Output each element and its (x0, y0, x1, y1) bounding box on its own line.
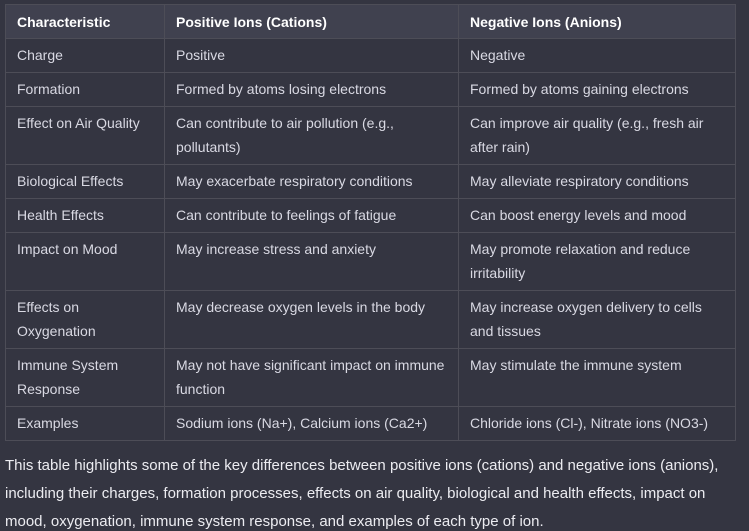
table-body (6, 39, 736, 441)
header-characteristic: Characteristic (6, 5, 165, 39)
cell-positive: Sodium ions (Na+), Calcium ions (Ca2+) (165, 407, 459, 441)
comparison-table (5, 4, 736, 441)
cell-characteristic: Health Effects (6, 199, 165, 233)
cell-negative: Can improve air quality (e.g., fresh air after rain) (459, 107, 736, 165)
table-row (6, 233, 736, 291)
cell-characteristic: Impact on Mood (6, 233, 165, 291)
table-row (6, 73, 736, 107)
cell-characteristic: Biological Effects (6, 165, 165, 199)
cell-characteristic: Effect on Air Quality (6, 107, 165, 165)
table-row (6, 291, 736, 349)
cell-positive: May increase stress and anxiety (165, 233, 459, 291)
cell-negative: May promote relaxation and reduce irritability (459, 233, 736, 291)
cell-characteristic: Examples (6, 407, 165, 441)
cell-negative: May alleviate respiratory conditions (459, 165, 736, 199)
cell-characteristic: Charge (6, 39, 165, 73)
cell-negative: May stimulate the immune system (459, 349, 736, 407)
cell-negative: Can boost energy levels and mood (459, 199, 736, 233)
table-row (6, 107, 736, 165)
cell-characteristic: Immune System Response (6, 349, 165, 407)
cell-negative: May increase oxygen delivery to cells and tissues (459, 291, 736, 349)
header-row (6, 5, 736, 39)
cell-positive: Can contribute to feelings of fatigue (165, 199, 459, 233)
cell-negative: Chloride ions (Cl-), Nitrate ions (NO3-) (459, 407, 736, 441)
table-row (6, 39, 736, 73)
summary-paragraph: This table highlights some of the key differences between positive ions (cations) and negative ions (anions), including their charges, formation processes, effects on air quality, biological and health effects, impact on mood, oxygenation, immune system response, and examples of each type of ion. (5, 457, 719, 530)
cell-positive: May exacerbate respiratory conditions (165, 165, 459, 199)
table-row (6, 165, 736, 199)
table-row (6, 349, 736, 407)
cell-positive: Positive (165, 39, 459, 73)
cell-characteristic: Effects on Oxygenation (6, 291, 165, 349)
header-negative-ions: Negative Ions (Anions) (459, 5, 736, 39)
cell-negative: Formed by atoms gaining electrons (459, 73, 736, 107)
cell-positive: Formed by atoms losing electrons (165, 73, 459, 107)
cell-characteristic: Formation (6, 73, 165, 107)
cell-negative: Negative (459, 39, 736, 73)
table-row (6, 199, 736, 233)
header-positive-ions: Positive Ions (Cations) (165, 5, 459, 39)
table-header (6, 5, 736, 39)
cell-positive: May decrease oxygen levels in the body (165, 291, 459, 349)
cell-positive: Can contribute to air pollution (e.g., pollutants) (165, 107, 459, 165)
table-row (6, 407, 736, 441)
cell-positive: May not have significant impact on immune function (165, 349, 459, 407)
